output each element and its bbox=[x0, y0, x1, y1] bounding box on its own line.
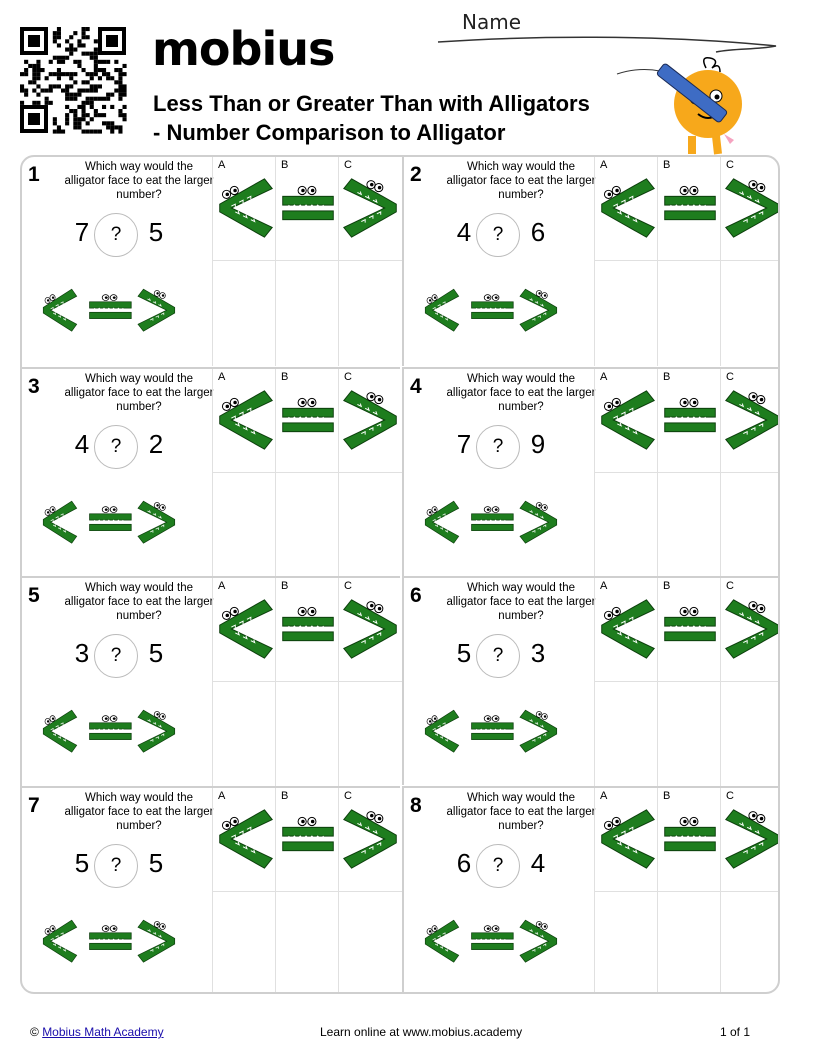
option-label: B bbox=[663, 159, 671, 171]
answer-blank[interactable] bbox=[213, 682, 276, 787]
equals-alligator-icon bbox=[662, 173, 718, 243]
less-than-alligator-icon bbox=[599, 385, 655, 455]
question-card bbox=[22, 786, 400, 995]
less-than-alligator-icon bbox=[217, 804, 273, 874]
answer-blank[interactable] bbox=[339, 261, 402, 366]
comparison-numbers bbox=[70, 634, 210, 678]
option-a[interactable] bbox=[595, 369, 658, 473]
question-card bbox=[402, 786, 780, 995]
option-b[interactable] bbox=[276, 578, 339, 682]
option-label: A bbox=[600, 789, 608, 802]
mobius-academy-link[interactable]: Mobius Math Academy bbox=[42, 1025, 164, 1039]
answer-blank[interactable] bbox=[658, 473, 721, 578]
equals-alligator-icon bbox=[280, 594, 336, 664]
mascot-pencil-character bbox=[612, 56, 762, 156]
answer-blank[interactable] bbox=[339, 473, 402, 578]
option-label: A bbox=[600, 580, 608, 592]
question-card bbox=[402, 157, 780, 366]
question-prompt: Which way would the alligator face to eat the larger number? bbox=[64, 372, 214, 413]
equals-alligator-icon bbox=[90, 506, 132, 530]
option-label: B bbox=[281, 789, 289, 802]
comparison-numbers bbox=[70, 425, 210, 469]
question-number: 3 bbox=[28, 374, 40, 398]
option-label: B bbox=[663, 370, 671, 383]
question-number: 8 bbox=[410, 793, 422, 817]
answer-blank[interactable] bbox=[721, 682, 780, 787]
equals-alligator-icon bbox=[662, 594, 718, 664]
option-a[interactable] bbox=[213, 788, 276, 892]
equals-alligator-icon bbox=[472, 925, 514, 949]
equals-alligator-icon bbox=[662, 385, 718, 455]
greater-than-alligator-icon bbox=[520, 920, 557, 962]
option-label: C bbox=[344, 370, 352, 383]
option-a[interactable] bbox=[213, 578, 276, 682]
right-number: 5 bbox=[148, 847, 164, 878]
alligator-symbols-row bbox=[424, 704, 564, 756]
option-b[interactable] bbox=[658, 788, 721, 892]
answer-blank[interactable] bbox=[595, 892, 658, 995]
option-c[interactable] bbox=[721, 578, 780, 682]
greater-than-alligator-icon bbox=[725, 804, 780, 874]
option-label: C bbox=[344, 159, 352, 171]
comparison-numbers bbox=[452, 634, 592, 678]
copyright-symbol: © bbox=[30, 1025, 39, 1039]
option-label: C bbox=[726, 159, 734, 171]
comparison-numbers bbox=[70, 213, 210, 257]
greater-than-alligator-icon bbox=[520, 289, 557, 331]
option-label: A bbox=[600, 159, 608, 171]
right-number: 5 bbox=[148, 638, 164, 668]
equals-alligator-icon bbox=[90, 295, 132, 319]
qr-code bbox=[18, 25, 128, 135]
question-prompt: Which way would the alligator face to eat the larger number? bbox=[446, 161, 596, 201]
logo-text: mobius bbox=[152, 22, 335, 76]
question-prompt: Which way would the alligator face to eat the larger number? bbox=[64, 791, 214, 832]
less-than-alligator-icon bbox=[599, 173, 655, 243]
question-number: 1 bbox=[28, 163, 40, 186]
answer-blank[interactable] bbox=[213, 473, 276, 578]
answer-options bbox=[212, 578, 400, 787]
left-number: 4 bbox=[456, 217, 472, 247]
option-label: B bbox=[663, 789, 671, 802]
greater-than-alligator-icon bbox=[343, 594, 399, 664]
answer-blank[interactable] bbox=[721, 473, 780, 578]
answer-blank[interactable] bbox=[658, 261, 721, 366]
less-than-alligator-icon bbox=[599, 594, 655, 664]
option-a[interactable] bbox=[213, 157, 276, 261]
answer-blank[interactable] bbox=[213, 892, 276, 995]
option-b[interactable] bbox=[658, 369, 721, 473]
answer-blank[interactable] bbox=[658, 892, 721, 995]
question-number: 7 bbox=[28, 793, 40, 817]
question-grid bbox=[20, 155, 780, 994]
greater-than-alligator-icon bbox=[520, 710, 557, 752]
answer-blank[interactable] bbox=[721, 892, 780, 995]
option-label: C bbox=[726, 789, 734, 802]
answer-options bbox=[212, 788, 400, 995]
greater-than-alligator-icon bbox=[343, 385, 399, 455]
answer-blank[interactable] bbox=[658, 682, 721, 787]
answer-options bbox=[212, 157, 400, 366]
question-prompt: Which way would the alligator face to eat the larger number? bbox=[446, 791, 596, 832]
greater-than-alligator-icon bbox=[138, 710, 175, 752]
left-number: 5 bbox=[456, 638, 472, 668]
answer-blank[interactable] bbox=[339, 892, 402, 995]
answer-blank[interactable] bbox=[276, 473, 339, 578]
option-label: B bbox=[281, 370, 289, 383]
option-b[interactable] bbox=[658, 157, 721, 261]
option-label: B bbox=[281, 580, 289, 592]
answer-circle[interactable]: ? bbox=[476, 634, 520, 678]
option-label: C bbox=[344, 580, 352, 592]
greater-than-alligator-icon bbox=[725, 173, 780, 243]
option-label: A bbox=[218, 370, 226, 383]
option-b[interactable] bbox=[276, 369, 339, 473]
comparison-numbers bbox=[452, 213, 592, 257]
alligator-symbols-row bbox=[424, 495, 564, 547]
question-prompt: Which way would the alligator face to eat the larger number? bbox=[446, 372, 596, 413]
answer-blank[interactable] bbox=[276, 682, 339, 787]
question-prompt: Which way would the alligator face to eat the larger number? bbox=[64, 582, 214, 622]
option-label: C bbox=[726, 580, 734, 592]
question-number: 2 bbox=[410, 163, 422, 186]
question-card bbox=[402, 367, 780, 576]
alligator-symbols-row bbox=[42, 495, 182, 547]
answer-circle[interactable]: ? bbox=[476, 213, 520, 257]
answer-options bbox=[212, 369, 400, 578]
option-c[interactable] bbox=[721, 369, 780, 473]
equals-alligator-icon bbox=[280, 385, 336, 455]
option-a[interactable] bbox=[595, 578, 658, 682]
left-number: 7 bbox=[74, 217, 90, 247]
answer-circle[interactable]: ? bbox=[94, 634, 138, 678]
greater-than-alligator-icon bbox=[520, 501, 557, 543]
answer-blank[interactable] bbox=[276, 261, 339, 366]
answer-blank[interactable] bbox=[595, 473, 658, 578]
left-number: 6 bbox=[456, 847, 472, 878]
answer-blank[interactable] bbox=[721, 261, 780, 366]
answer-options bbox=[594, 157, 780, 366]
answer-circle[interactable]: ? bbox=[476, 425, 520, 469]
less-than-alligator-icon bbox=[425, 710, 458, 752]
option-c[interactable] bbox=[339, 369, 402, 473]
right-number: 3 bbox=[530, 638, 546, 668]
option-label: B bbox=[663, 580, 671, 592]
equals-alligator-icon bbox=[472, 716, 514, 740]
option-a[interactable] bbox=[595, 788, 658, 892]
question-card bbox=[22, 367, 400, 576]
answer-blank[interactable] bbox=[339, 682, 402, 787]
less-than-alligator-icon bbox=[425, 501, 458, 543]
right-number: 4 bbox=[530, 847, 546, 878]
option-b[interactable] bbox=[658, 578, 721, 682]
right-number: 9 bbox=[530, 428, 546, 459]
equals-alligator-icon bbox=[662, 804, 718, 874]
option-b[interactable] bbox=[276, 788, 339, 892]
less-than-alligator-icon bbox=[217, 594, 273, 664]
alligator-symbols-row bbox=[424, 283, 564, 335]
comparison-numbers bbox=[70, 844, 210, 888]
equals-alligator-icon bbox=[472, 295, 514, 319]
question-number: 4 bbox=[410, 374, 422, 398]
equals-alligator-icon bbox=[280, 804, 336, 874]
name-label: Name bbox=[462, 10, 522, 34]
greater-than-alligator-icon bbox=[138, 501, 175, 543]
mobius-logo bbox=[152, 24, 334, 74]
answer-blank[interactable] bbox=[595, 261, 658, 366]
greater-than-alligator-icon bbox=[343, 804, 399, 874]
answer-blank[interactable] bbox=[276, 892, 339, 995]
option-a[interactable] bbox=[213, 369, 276, 473]
less-than-alligator-icon bbox=[217, 173, 273, 243]
less-than-alligator-icon bbox=[43, 710, 76, 752]
greater-than-alligator-icon bbox=[725, 594, 780, 664]
comparison-numbers bbox=[452, 425, 592, 469]
option-label: A bbox=[218, 159, 226, 171]
option-label: A bbox=[218, 789, 226, 802]
option-c[interactable] bbox=[339, 578, 402, 682]
footer-copyright bbox=[30, 1025, 164, 1039]
question-number: 5 bbox=[28, 584, 40, 607]
question-card bbox=[22, 576, 400, 785]
left-number: 3 bbox=[74, 638, 90, 668]
right-number: 5 bbox=[148, 217, 164, 247]
right-number: 6 bbox=[530, 217, 546, 247]
option-b[interactable] bbox=[276, 157, 339, 261]
answer-circle[interactable]: ? bbox=[94, 844, 138, 888]
right-number: 2 bbox=[148, 428, 164, 459]
answer-blank[interactable] bbox=[213, 261, 276, 366]
equals-alligator-icon bbox=[90, 925, 132, 949]
less-than-alligator-icon bbox=[43, 289, 76, 331]
alligator-symbols-row bbox=[42, 914, 182, 966]
answer-circle[interactable]: ? bbox=[94, 213, 138, 257]
answer-blank[interactable] bbox=[595, 682, 658, 787]
option-a[interactable] bbox=[595, 157, 658, 261]
question-number: 6 bbox=[410, 584, 422, 607]
page-title: Less Than or Greater Than with Alligators - Number Comparison to Alligator bbox=[153, 91, 590, 145]
alligator-symbols-row bbox=[42, 704, 182, 756]
option-c[interactable] bbox=[721, 157, 780, 261]
option-label: A bbox=[600, 370, 608, 383]
answer-options bbox=[594, 578, 780, 787]
greater-than-alligator-icon bbox=[343, 173, 399, 243]
answer-circle[interactable]: ? bbox=[476, 844, 520, 888]
option-label: C bbox=[344, 789, 352, 802]
question-prompt: Which way would the alligator face to eat the larger number? bbox=[64, 161, 214, 201]
less-than-alligator-icon bbox=[43, 501, 76, 543]
question-prompt: Which way would the alligator face to eat the larger number? bbox=[446, 582, 596, 622]
option-label: C bbox=[726, 370, 734, 383]
less-than-alligator-icon bbox=[425, 289, 458, 331]
equals-alligator-icon bbox=[472, 506, 514, 530]
less-than-alligator-icon bbox=[599, 804, 655, 874]
greater-than-alligator-icon bbox=[138, 289, 175, 331]
less-than-alligator-icon bbox=[425, 920, 458, 962]
left-number: 7 bbox=[456, 428, 472, 459]
answer-options bbox=[594, 788, 780, 995]
question-card bbox=[22, 157, 400, 366]
left-number: 4 bbox=[74, 428, 90, 459]
option-c[interactable] bbox=[339, 157, 402, 261]
alligator-symbols-row bbox=[424, 914, 564, 966]
equals-alligator-icon bbox=[280, 173, 336, 243]
greater-than-alligator-icon bbox=[725, 385, 780, 455]
option-c[interactable] bbox=[721, 788, 780, 892]
comparison-numbers bbox=[452, 844, 592, 888]
option-label: A bbox=[218, 580, 226, 592]
greater-than-alligator-icon bbox=[138, 920, 175, 962]
question-card bbox=[402, 576, 780, 785]
footer-learn-online: Learn online at www.mobius.academy bbox=[320, 1025, 523, 1039]
less-than-alligator-icon bbox=[217, 385, 273, 455]
equals-alligator-icon bbox=[90, 716, 132, 740]
option-c[interactable] bbox=[339, 788, 402, 892]
page-number: 1 of 1 bbox=[720, 1025, 751, 1039]
less-than-alligator-icon bbox=[43, 920, 76, 962]
answer-circle[interactable]: ? bbox=[94, 425, 138, 469]
answer-options bbox=[594, 369, 780, 578]
option-label: B bbox=[281, 159, 289, 171]
alligator-symbols-row bbox=[42, 283, 182, 335]
left-number: 5 bbox=[74, 847, 90, 878]
